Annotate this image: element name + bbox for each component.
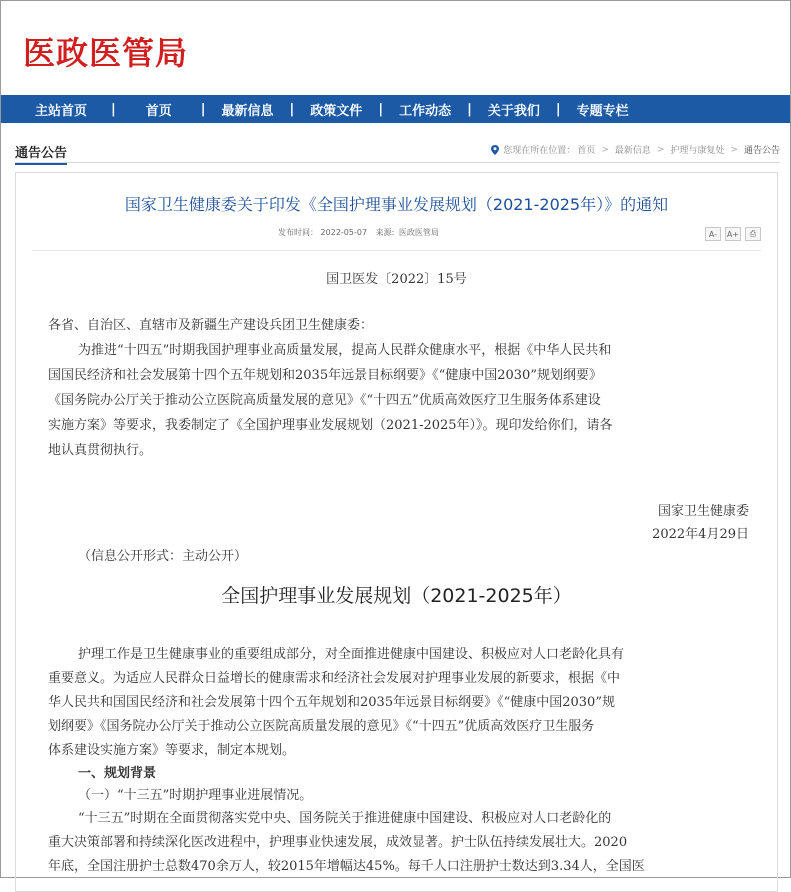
source-label: 来源: xyxy=(375,228,395,237)
site-logo[interactable]: 医政医管局 xyxy=(23,34,189,72)
section-title: 通告公告 xyxy=(15,142,67,165)
print-button[interactable]: ⎙ xyxy=(745,227,761,241)
signature-date: 2022年4月29日 xyxy=(652,527,749,542)
main-nav xyxy=(1,95,790,123)
nav-item-main-home[interactable]: 主站首页 xyxy=(35,103,88,119)
font-larger-button[interactable]: A+ xyxy=(725,227,741,241)
breadcrumb-home[interactable]: 首页 xyxy=(577,146,596,156)
progress-line: “十三五”时期在全面贯彻落实党中央、国务院关于推进健康中国建设、积极应对人口老龄化的 xyxy=(78,811,612,826)
nav-separator: | xyxy=(378,101,384,117)
font-smaller-button[interactable]: A- xyxy=(705,227,721,241)
article-meta xyxy=(278,227,439,238)
plan-line: 护理工作是卫生健康事业的重要组成部分，对全面推进健康中国建设、积极应对人口老龄化具有 xyxy=(78,647,625,662)
disclosure-note: （信息公开形式：主动公开） xyxy=(78,549,248,564)
breadcrumb-current: 通告公告 xyxy=(743,146,780,156)
salutation: 各省、自治区、直辖市及新疆生产建设兵团卫生健康委： xyxy=(48,318,374,333)
breadcrumb-prefix: 您现在所在位置： xyxy=(503,146,576,156)
section-bar xyxy=(15,140,780,163)
nav-separator: | xyxy=(289,101,295,117)
section-heading: 一、规划背景 xyxy=(78,766,157,781)
doc-number: 国卫医发〔2022〕15号 xyxy=(326,272,467,287)
article-container xyxy=(15,172,778,892)
title-divider xyxy=(32,250,761,251)
source-value: 医政医管局 xyxy=(398,228,439,237)
breadcrumb-separator: > xyxy=(601,144,609,155)
plan-title: 全国护理事业发展规划（2021-2025年） xyxy=(221,585,572,607)
nav-item-topics[interactable]: 专题专栏 xyxy=(576,103,629,119)
location-pin-icon xyxy=(491,145,499,155)
article-tools xyxy=(705,227,761,241)
plan-line: 划纲要》《国务院办公厅关于推动公立医院高质量发展的意见》《“十四五”优质高效医疗卫生服务 xyxy=(48,719,595,734)
body-line: 国国民经济和社会发展第十四个五年规划和2035年远景目标纲要》《“健康中国2030”规划纲要》 xyxy=(48,368,602,383)
plan-line: 体系建设实施方案》等要求，制定本规划。 xyxy=(48,743,296,758)
nav-separator: | xyxy=(467,101,472,117)
breadcrumb-nursing[interactable]: 护理与康复处 xyxy=(670,146,725,156)
signature-org: 国家卫生健康委 xyxy=(657,504,749,519)
article-title: 国家卫生健康委关于印发《全国护理事业发展规划（2021-2025年）》的通知 xyxy=(124,195,669,214)
nav-separator: | xyxy=(200,101,206,117)
publish-date-label: 发布时间： xyxy=(278,228,318,237)
subsection-heading: （一）“十三五”时期护理事业进展情况。 xyxy=(78,788,313,803)
nav-item-work-news[interactable]: 工作动态 xyxy=(399,103,452,119)
plan-line: 重要意义。为适应人民群众日益增长的健康需求和经济社会发展对护理事业发展的新要求，根据《中 xyxy=(48,671,621,686)
nav-item-home[interactable]: 首页 xyxy=(145,103,172,119)
body-line: 为推进“十四五”时期我国护理事业高质量发展，提高人民群众健康水平，根据《中华人民共和 xyxy=(78,343,612,358)
nav-separator: | xyxy=(111,101,116,117)
breadcrumb-latest[interactable]: 最新信息 xyxy=(614,146,651,156)
progress-line: 重大决策部署和持续深化医改进程中，护理事业快速发展，成效显著。护士队伍持续发展壮大。2020 xyxy=(48,835,628,850)
nav-item-latest[interactable]: 最新信息 xyxy=(221,103,274,119)
breadcrumb-separator: > xyxy=(730,144,738,155)
body-line: 地认真贯彻执行。 xyxy=(48,443,153,458)
nav-item-policy[interactable]: 政策文件 xyxy=(310,103,363,119)
body-line: 实施方案》等要求，我委制定了《全国护理事业发展规划（2021-2025年）》。现印发给你们，请各 xyxy=(48,418,613,433)
progress-line: 年底，全国注册护士总数470余万人，较2015年增幅达45%。每千人口注册护士数达到3.34人，全国医 xyxy=(48,859,645,874)
plan-line: 华人民共和国国民经济和社会发展第十四个五年规划和2035年远景目标纲要》《“健康中国2030”规 xyxy=(48,695,615,710)
breadcrumb xyxy=(491,143,780,156)
nav-separator: | xyxy=(555,101,561,117)
breadcrumb-separator: > xyxy=(656,144,665,155)
body-line: 《国务院办公厅关于推动公立医院高质量发展的意见》《“十四五”优质高效医疗卫生服务体系建设 xyxy=(48,393,601,408)
publish-date: 2022-05-07 xyxy=(320,228,368,237)
nav-item-about[interactable]: 关于我们 xyxy=(487,103,540,119)
